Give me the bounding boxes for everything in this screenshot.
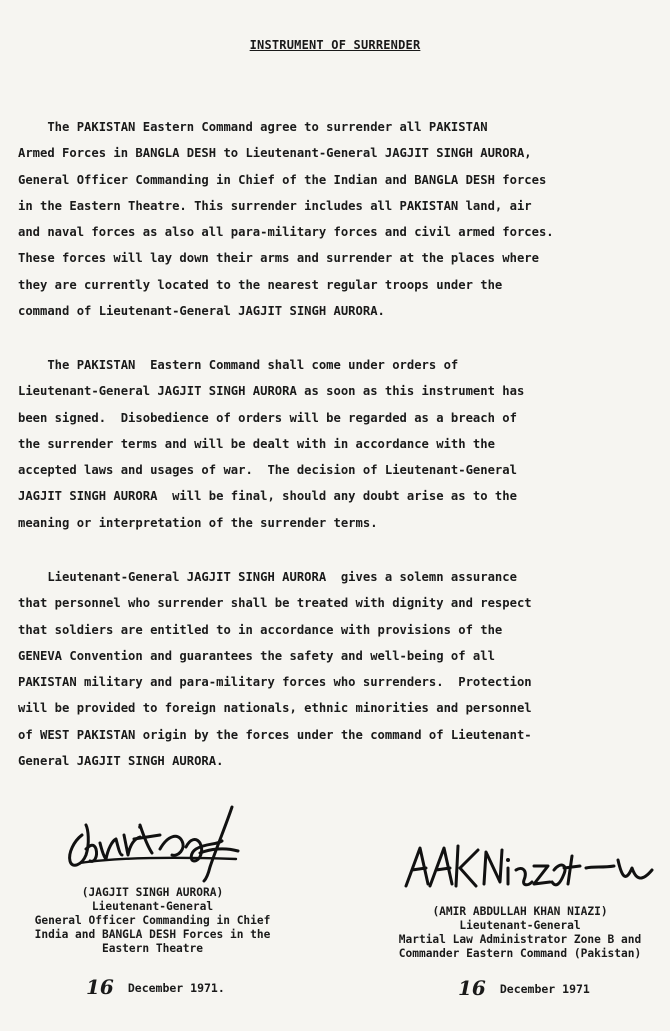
paragraph-2: The PAKISTAN Eastern Command shall come under orders of Lieutenant-General JAGJIT SINGH AURORA as soon as this instrument has been signed. Disobedience of orders will be regarded as a breach of the surrender terms and will be dealt with in accordance with the accepted laws and usages of war. The decision of Lieutenant-General JAGJIT SINGH AURORA will be final, should any doubt arise as to the meaning or interpretation of the surrender terms. — [18, 358, 525, 530]
date-text: December 1971 — [499, 982, 590, 996]
paragraph-1: The PAKISTAN Eastern Command agree to surrender all PAKISTAN Armed Forces in BANGLA DESH to Lieutenant-General JAGJIT SINGH AURORA, General Officer Commanding in Chief of the Indian and BANGLA DESH forces in the Eastern Theatre. This surrender includes all PAKISTAN land, air and naval forces as also all para-military forces and civil armed forces. These forces will lay down their arms and surrender at the places where they are currently located to the nearest regular troops under the command of Lieutenant-General JAGJIT SINGH AURORA. — [18, 120, 554, 319]
signing-date-left — [86, 975, 225, 999]
signature-niazi — [400, 838, 660, 898]
signing-date-right — [458, 976, 590, 1000]
signatory-block-aurora: (JAGJIT SINGH AURORA) Lieutenant-General General Officer Commanding in Chief India and BANGLA DESH Forces in the Eastern Theatre — [34, 886, 271, 955]
signature-aurora — [60, 805, 250, 885]
paragraph-3: Lieutenant-General JAGJIT SINGH AURORA gives a solemn assurance that personnel who surrender shall be treated with dignity and respect that soldiers are entitled to in accordance with provisions of the GENEVA Convention and guarantees the safety and well-being of all PAKISTAN military and para-military forces who surrenders. Protection will be provided to foreign nationals, ethnic minorities and personnel of WEST PAKISTAN origin by the forces under the command of Lieutenant- General JAGJIT SINGH AURORA. — [18, 570, 532, 769]
date-day: 16 — [458, 976, 486, 1000]
signatory-block-niazi: (AMIR ABDULLAH KHAN NIAZI) Lieutenant-General Martial Law Administrator Zone B and Commander Eastern Command (Pakistan) — [398, 905, 642, 960]
document-title: INSTRUMENT OF SURRENDER — [249, 38, 421, 52]
date-day: 16 — [86, 975, 114, 999]
date-text: December 1971. — [127, 981, 225, 995]
